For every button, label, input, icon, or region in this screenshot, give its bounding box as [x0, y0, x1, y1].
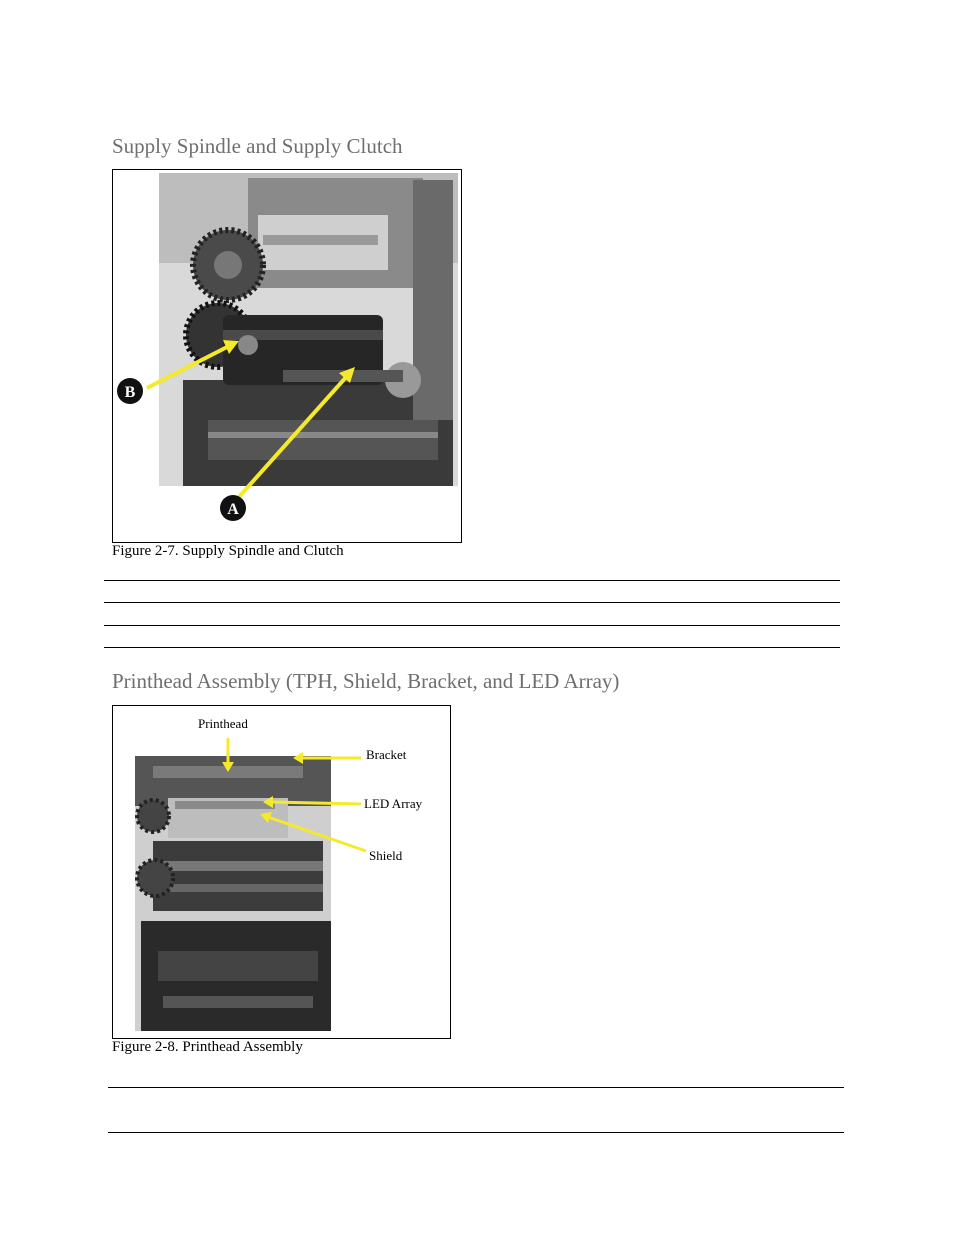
callout-a-label: A	[227, 501, 239, 518]
callout-shield-label: Shield	[369, 848, 403, 863]
section-heading-printhead-assembly: Printhead Assembly (TPH, Shield, Bracket, and LED Array)	[112, 669, 620, 693]
table-rule	[108, 1132, 844, 1133]
figure-printhead-assembly-image	[113, 706, 450, 1038]
callout-printhead-label: Printhead	[198, 716, 248, 731]
table-rule	[104, 625, 840, 626]
callout-bracket-label: Bracket	[366, 747, 407, 762]
section-heading-supply-spindle: Supply Spindle and Supply Clutch	[112, 134, 403, 158]
table-rule	[104, 602, 840, 603]
figure-caption-2-7: Figure 2-7. Supply Spindle and Clutch	[112, 543, 344, 559]
figure-caption-2-8: Figure 2-8. Printhead Assembly	[112, 1039, 303, 1055]
callout-b-label: B	[124, 384, 136, 401]
table-rule	[104, 647, 840, 648]
table-rule	[104, 580, 840, 581]
figure-supply-spindle-image	[113, 170, 461, 542]
arrow-led-array	[271, 802, 361, 804]
figure-supply-spindle	[112, 169, 462, 543]
table-rule	[108, 1087, 844, 1088]
figure-printhead-assembly	[112, 705, 451, 1039]
callout-led-array-label: LED Array	[364, 796, 423, 811]
